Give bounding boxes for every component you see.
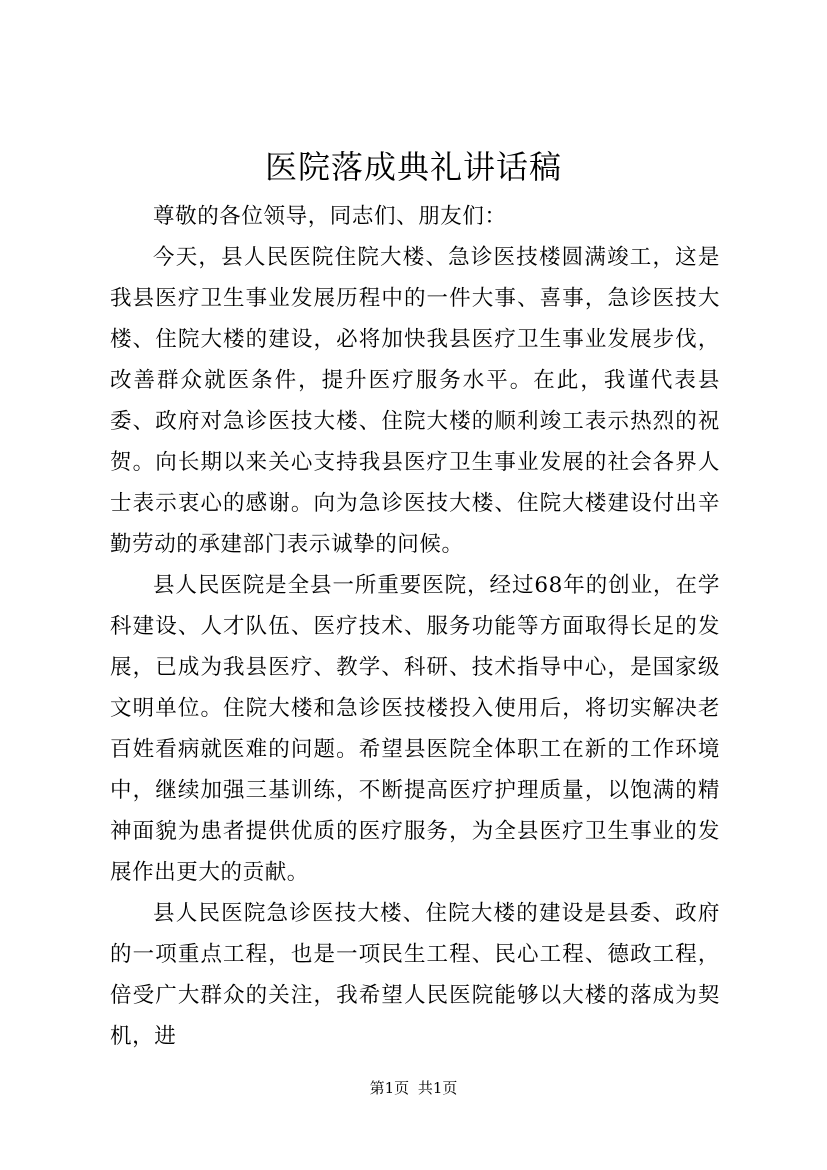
body-paragraph: 今天，县人民医院住院大楼、急诊医技楼圆满竣工，这是我县医疗卫生事业发展历程中的一件大事、喜事，急诊医技大楼、住院大楼的建设，必将加快我县医疗卫生事业发展步伐，改善群众就医条件，提升医疗服务水平。在此，我谨代表县委、政府对急诊医技大楼、住院大楼的顺利竣工表示热烈的祝贺。向长期以来关心支持我县医疗卫生事业发展的社会各界人士表示衷心的感谢。向为急诊医技大楼、住院大楼建设付出辛勤劳动的承建部门表示诚挚的问候。 (110, 245, 720, 557)
salutation-paragraph: 尊敬的各位领导，同志们、朋友们： (153, 204, 507, 229)
page-number: 第1页 (369, 1079, 410, 1097)
body-paragraph: 县人民医院急诊医技大楼、住院大楼的建设是县委、政府的一项重点工程，也是一项民生工程、民心工程、德政工程，倍受广大群众的关注，我希望人民医院能够以大楼的落成为契机，进 (110, 901, 720, 1049)
document-body (110, 196, 720, 1057)
page-footer (0, 1078, 827, 1098)
body-paragraph: 县人民医院是全县一所重要医院，经过68年的创业，在学科建设、人才队伍、医疗技术、服务功能等方面取得长足的发展，已成为我县医疗、教学、科研、技术指导中心，是国家级文明单位。住院大楼和急诊医技楼投入使用后，将切实解决老百姓看病就医难的问题。希望县医院全体职工在新的工作环境中，继续加强三基训练，不断提高医疗护理质量，以饱满的精神面貌为患者提供优质的医疗服务，为全县医疗卫生事业的发展作出更大的贡献。 (110, 573, 720, 885)
page-total: 共1页 (417, 1079, 458, 1097)
document-title: 医院落成典礼讲话稿 (264, 148, 562, 186)
